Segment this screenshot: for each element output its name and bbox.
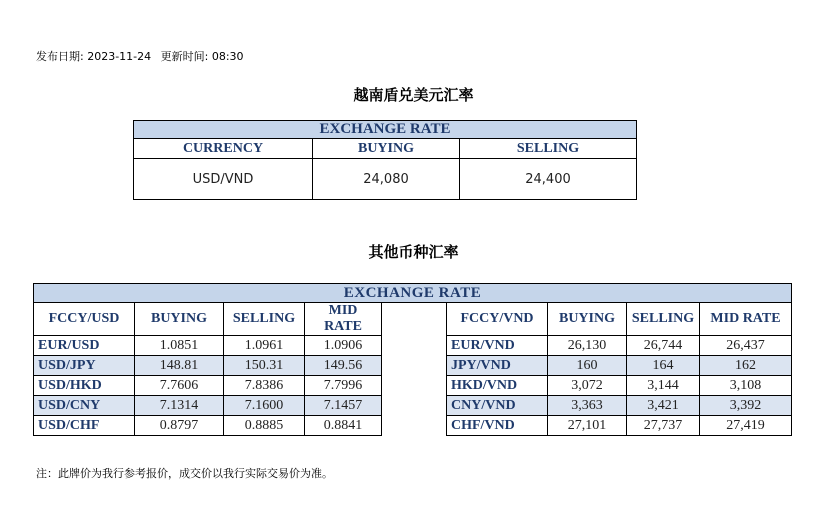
- publish-date: 发布日期: 2023-11-24: [36, 50, 152, 63]
- mid-rate-cell: 27,419: [700, 416, 792, 436]
- buying-cell: 3,363: [548, 396, 627, 416]
- pair-cell: USD/JPY: [34, 356, 135, 376]
- pair-cell: HKD/VND: [447, 376, 548, 396]
- buying-cell: 26,130: [548, 336, 627, 356]
- selling-cell: 0.8885: [224, 416, 305, 436]
- buying-cell: 7.7606: [135, 376, 224, 396]
- other-currencies-section-title: 其他币种汇率: [368, 243, 459, 261]
- buying-cell: 7.1314: [135, 396, 224, 416]
- mid-rate-cell: 162: [700, 356, 792, 376]
- fccy-vnd-column-header: FCCY/VND: [447, 303, 548, 336]
- other-currency-rate-table: [33, 283, 792, 436]
- mid-rate-cell: 7.7996: [305, 376, 382, 396]
- exchange-rate-header: EXCHANGE RATE: [34, 284, 792, 303]
- pair-cell: CNY/VND: [447, 396, 548, 416]
- mid-rate-column-header: MID RATE: [700, 303, 792, 336]
- selling-cell: 26,744: [627, 336, 700, 356]
- buying-cell: 3,072: [548, 376, 627, 396]
- selling-cell: 3,421: [627, 396, 700, 416]
- buying-column-header: BUYING: [548, 303, 627, 336]
- pair-cell: CHF/VND: [447, 416, 548, 436]
- table-row: [34, 396, 792, 416]
- mid-rate-cell: 0.8841: [305, 416, 382, 436]
- selling-cell: 150.31: [224, 356, 305, 376]
- mid-rate-cell: 3,392: [700, 396, 792, 416]
- selling-cell: 3,144: [627, 376, 700, 396]
- pair-cell: EUR/VND: [447, 336, 548, 356]
- mid-rate-column-header: MID RATE: [305, 303, 382, 336]
- buying-cell: 27,101: [548, 416, 627, 436]
- table-row: [134, 159, 637, 200]
- pair-cell: USD/HKD: [34, 376, 135, 396]
- buying-cell: 0.8797: [135, 416, 224, 436]
- selling-cell: 164: [627, 356, 700, 376]
- table-spacer: [382, 376, 447, 396]
- pair-cell: JPY/VND: [447, 356, 548, 376]
- table-row: [34, 336, 792, 356]
- fccy-usd-column-header: FCCY/USD: [34, 303, 135, 336]
- mid-rate-cell: 3,108: [700, 376, 792, 396]
- selling-cell: 24,400: [460, 159, 637, 200]
- selling-column-header: SELLING: [460, 139, 637, 159]
- buying-cell: 24,080: [313, 159, 460, 200]
- table-spacer: [382, 356, 447, 376]
- buying-cell: 1.0851: [135, 336, 224, 356]
- selling-cell: 7.1600: [224, 396, 305, 416]
- table-spacer: [382, 416, 447, 436]
- mid-rate-cell: 26,437: [700, 336, 792, 356]
- table-row: [34, 416, 792, 436]
- mid-rate-cell: 149.56: [305, 356, 382, 376]
- buying-column-header: BUYING: [135, 303, 224, 336]
- buying-cell: 148.81: [135, 356, 224, 376]
- selling-cell: 7.8386: [224, 376, 305, 396]
- table-spacer: [382, 336, 447, 356]
- table-spacer: [382, 396, 447, 416]
- pair-cell: USD/CNY: [34, 396, 135, 416]
- exchange-rate-header: EXCHANGE RATE: [134, 121, 637, 139]
- table-row: [34, 376, 792, 396]
- mid-rate-cell: 1.0906: [305, 336, 382, 356]
- selling-cell: 27,737: [627, 416, 700, 436]
- table-spacer: [382, 303, 447, 336]
- vnd-usd-section-title: 越南盾兑美元汇率: [353, 86, 474, 104]
- update-time: 更新时间: 08:30: [160, 50, 244, 63]
- currency-column-header: CURRENCY: [134, 139, 313, 159]
- usd-vnd-rate-table: [133, 120, 637, 200]
- selling-cell: 1.0961: [224, 336, 305, 356]
- table-row: [34, 356, 792, 376]
- selling-column-header: SELLING: [627, 303, 700, 336]
- pair-cell: USD/CHF: [34, 416, 135, 436]
- buying-cell: 160: [548, 356, 627, 376]
- publish-meta: [36, 48, 250, 64]
- mid-rate-cell: 7.1457: [305, 396, 382, 416]
- buying-column-header: BUYING: [313, 139, 460, 159]
- currency-cell: USD/VND: [134, 159, 313, 200]
- disclaimer-note: 注：此牌价为我行参考报价，成交价以我行实际交易价为准。: [36, 467, 333, 480]
- pair-cell: EUR/USD: [34, 336, 135, 356]
- selling-column-header: SELLING: [224, 303, 305, 336]
